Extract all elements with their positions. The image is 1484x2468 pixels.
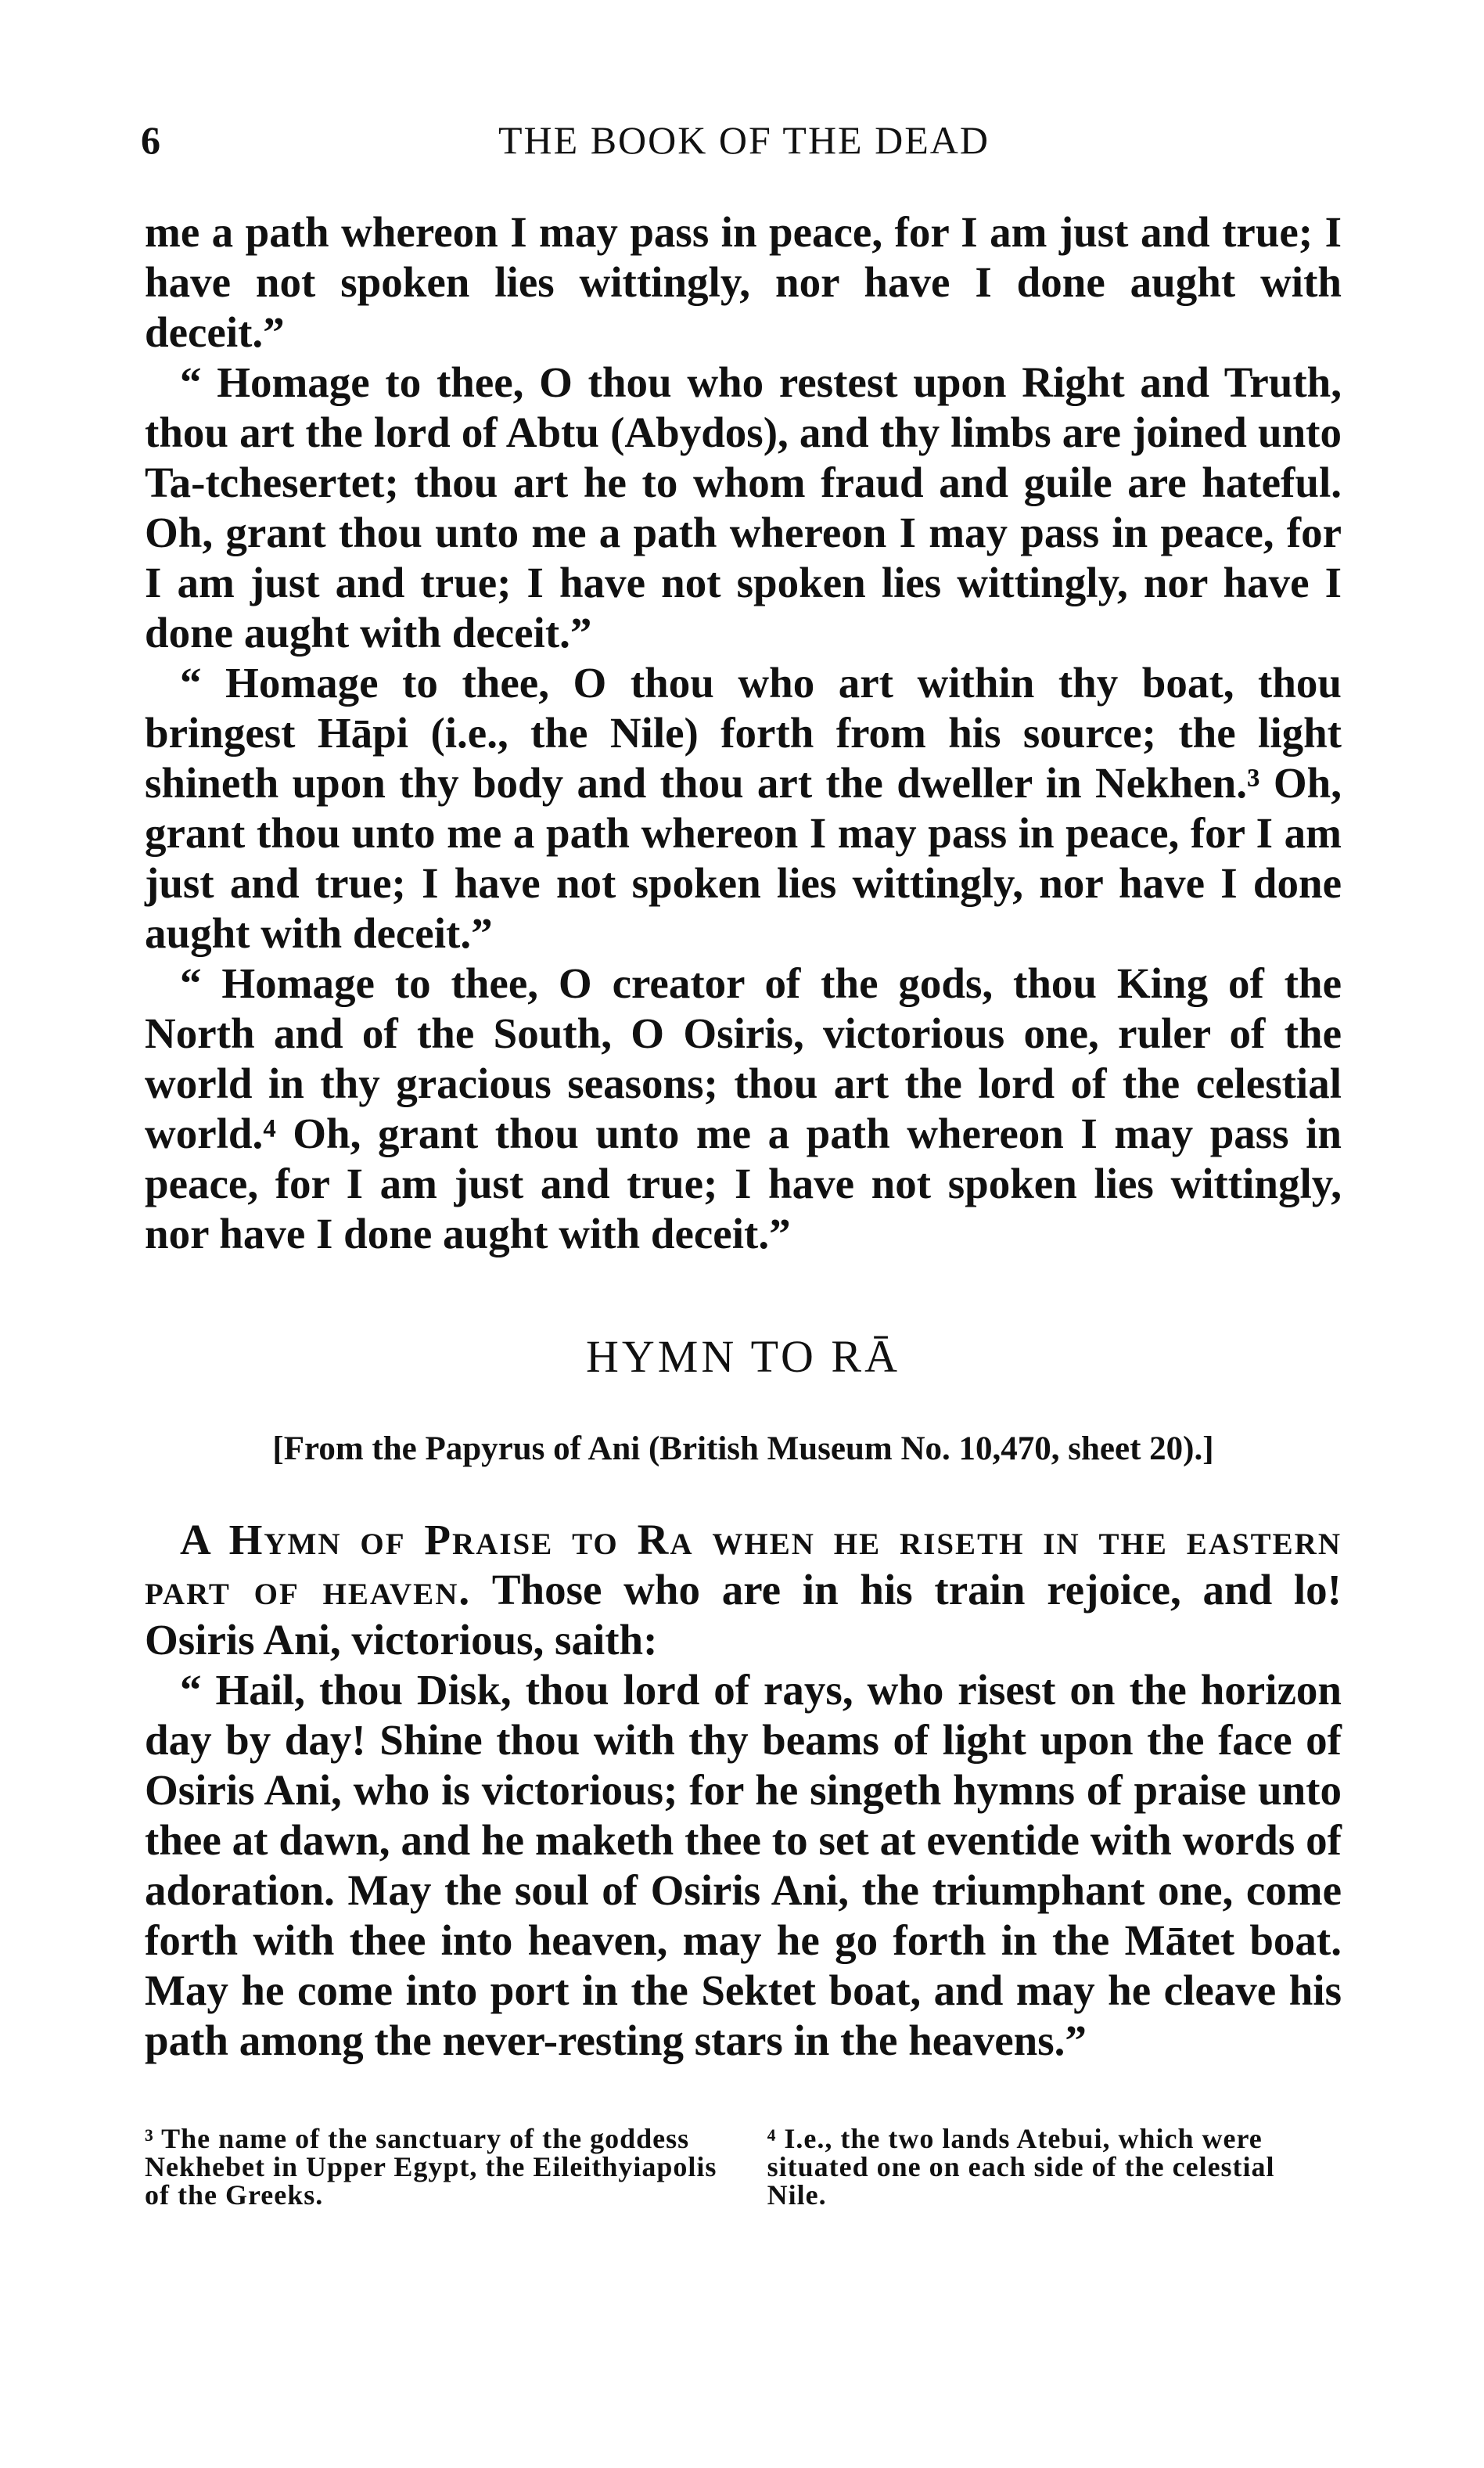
hymn-intro-heading: A Hymn of Praise to Ra when he riseth in the eastern part of heaven. — [145, 1516, 1342, 1614]
paragraph: “ Homage to thee, O thou who restest upon Right and Truth, thou art the lord of Abtu (Abydos), and thy limbs are joined unto Ta-tchesertet; thou art he to whom fraud and guile are hateful. Oh, grant thou unto me a path whereon I may pass in peace, for I am just and true; I have not spoken lies wittingly, nor have I done aught with deceit.” — [145, 358, 1342, 657]
hymn-text — [145, 1515, 1342, 2066]
paragraph: “ Homage to thee, O thou who art within thy boat, thou bringest Hāpi (i.e., the Nile) forth from his source; the light shineth upon thy body and thou art the dweller in Nekhen.³ Oh, grant thou unto me a path whereon I may pass in peace, for I am just and true; I have not spoken lies wittingly, nor have I done aught with deceit.” — [145, 659, 1342, 957]
hymn-intro-text: Those who are in his train rejoice, and lo! Osiris Ani, victorious, saith: — [145, 1566, 1342, 1664]
hymn-paragraph: “ Hail, thou Disk, thou lord of rays, who risest on the horizon day by day! Shine thou with thy beams of light upon the face of Osiris Ani, who is victorious; for he singeth hymns of praise unto thee at dawn, and he maketh thee to set at eventide with words of adoration. May the soul of Osiris Ani, the triumphant one, come forth with thee into heaven, may he go forth in the Mātet boat. May he come into port in the Sektet boat, and may he cleave his path among the never-resting stars in the heavens.” — [145, 1666, 1342, 2064]
footnotes — [145, 2124, 1342, 2209]
hymn-title: HYMN TO RĀ — [585, 1331, 901, 1382]
paragraph: “ Homage to thee, O creator of the gods, thou King of the North and of the South, O Osiris, victorious one, ruler of the world in thy gracious seasons; thou art the lord of the celestial world.⁴ Oh, grant thou unto me a path whereon I may pass in peace, for I am just and true; I have not spoken lies wittingly, nor have I done aught with deceit.” — [145, 959, 1342, 1257]
page-number: 6 — [141, 118, 160, 162]
main-text — [145, 207, 1342, 1259]
running-head — [141, 117, 1347, 172]
hymn-section — [145, 1330, 1342, 2066]
paragraph: me a path whereon I may pass in peace, for I am just and true; I have not spoken lies wittingly, nor have I done aught with deceit.” — [145, 208, 1342, 356]
footnote-3: ³ The name of the sanctuary of the goddess Nekhebet in Upper Egypt, the Eileithyiapolis of the Greeks. — [145, 2123, 717, 2211]
hymn-intro — [145, 1515, 1342, 1665]
hymn-source: [From the Papyrus of Ani (British Museum No. 10,470, sheet 20).] — [272, 1430, 1214, 1467]
running-title: THE BOOK OF THE DEAD — [498, 118, 990, 162]
footnote-4: ⁴ I.e., the two lands Atebui, which were situated one on each side of the celestial Nile. — [767, 2123, 1275, 2211]
